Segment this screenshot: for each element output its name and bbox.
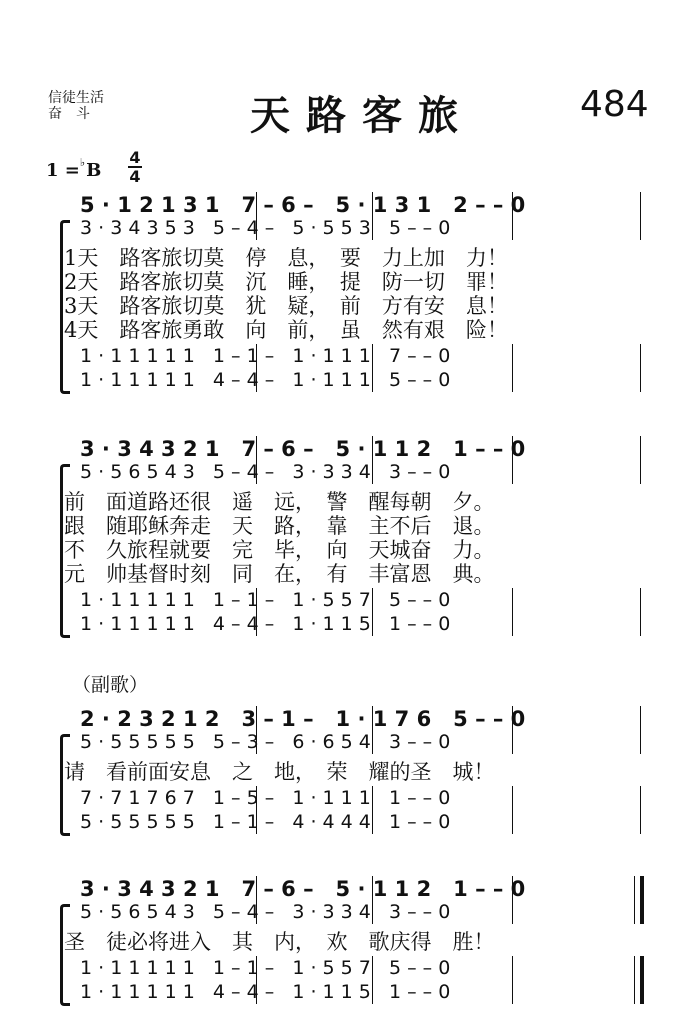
system-bracket [60, 734, 70, 836]
system-bracket [60, 464, 70, 638]
barline [256, 956, 257, 1004]
barline [372, 706, 373, 754]
lower-staff-line [80, 344, 650, 368]
barline [256, 344, 257, 392]
notes: 7 · 7 1 7 6 7 1 – 5 – 1 · 1 1 1 1 – – 0 [80, 787, 451, 809]
time-bottom: 4 [129, 167, 141, 186]
notes: 1 · 1 1 1 1 1 1 – 1 – 1 · 5 5 7 5 – – 0 [80, 957, 451, 979]
notes: 5 · 5 6 5 4 3 5 – 4 – 3 · 3 3 4 3 – – 0 [80, 901, 451, 923]
category-label [48, 90, 104, 122]
lower-staff-line [80, 588, 650, 612]
barline [372, 786, 373, 834]
hymn-number: 484 [580, 84, 649, 125]
upper-staff-line [80, 730, 650, 754]
lyric-verse-line: 请 看前面安息 之 地， 荣 耀的圣 城！ [64, 760, 495, 784]
key-signature [46, 156, 102, 181]
barline [512, 956, 513, 1004]
notes: 1 · 1 1 1 1 1 4 – 4 – 1 · 1 1 1 5 – – 0 [80, 369, 451, 391]
lower-staff-line [80, 810, 650, 834]
barline [640, 344, 641, 392]
lyric-verse-line: 3天 路客旅切莫 犹 疑， 前 方有安 息！ [64, 294, 508, 318]
barline [256, 876, 257, 924]
upper-staff-line [80, 460, 650, 484]
barline [512, 706, 513, 754]
notes: 1 · 1 1 1 1 1 1 – 1 – 1 · 5 5 7 5 – – 0 [80, 589, 451, 611]
barline [372, 956, 373, 1004]
barline [512, 344, 513, 392]
barline [256, 786, 257, 834]
upper-staff-line [80, 876, 650, 900]
lyric-verse-line: 1天 路客旅切莫 停 息， 要 力上加 力！ [64, 246, 508, 270]
lower-staff-line [80, 612, 650, 636]
notes: 1 · 1 1 1 1 1 1 – 1 – 1 · 1 1 1 7 – – 0 [80, 345, 451, 367]
barline [640, 588, 641, 636]
notes: 1 · 1 1 1 1 1 4 – 4 – 1 · 1 1 5 1 – – 0 [80, 613, 451, 635]
barline [512, 876, 513, 924]
lower-staff-line [80, 980, 650, 1004]
chorus-label: （副歌） [72, 674, 149, 696]
barline [512, 786, 513, 834]
category-line1: 信徒生活 [48, 90, 104, 106]
upper-staff-line [80, 900, 650, 924]
lyric-verse-line: 元 帅基督时刻 同 在， 有 丰富恩 典。 [64, 562, 495, 586]
lyric-verse-line: 跟 随耶稣奔走 天 路， 靠 主不后 退。 [64, 514, 495, 538]
barline [512, 192, 513, 240]
barline [256, 706, 257, 754]
system-bracket [60, 904, 70, 1006]
category-line2: 奋 斗 [48, 106, 90, 122]
final-barline-thick [640, 956, 644, 1004]
hymn-title: 天路客旅 [250, 92, 474, 139]
barline [256, 588, 257, 636]
barline [256, 436, 257, 484]
barline [512, 436, 513, 484]
lyric-verse-line: 不 久旅程就要 完 毕， 向 天城奋 力。 [64, 538, 495, 562]
notes: 5 · 1 2 1 3 1 7 – 6 – 5 · 1 3 1 2 – – 0 [80, 193, 526, 217]
notes: 2 · 2 3 2 1 2 3 – 1 – 1 · 1 7 6 5 – – 0 [80, 707, 526, 731]
lyric-verse-line: 4天 路客旅勇敢 向 前， 虽 然有艰 险！ [64, 318, 508, 342]
lyric-verse-line: 前 面道路还很 遥 远， 警 醒每朝 夕。 [64, 490, 495, 514]
notes: 3 · 3 4 3 5 3 5 – 4 – 5 · 5 5 3 5 – – 0 [80, 217, 451, 239]
barline [512, 588, 513, 636]
barline [372, 344, 373, 392]
notes: 5 · 5 5 5 5 5 1 – 1 – 4 · 4 4 4 1 – – 0 [80, 811, 451, 833]
key-prefix: 1 = [46, 160, 80, 181]
barline [256, 192, 257, 240]
upper-staff-line [80, 706, 650, 730]
final-barline-thin [634, 876, 635, 924]
upper-staff-line [80, 216, 650, 240]
final-barline-thick [640, 876, 644, 924]
system-bracket [60, 220, 70, 394]
barline [372, 876, 373, 924]
lower-staff-line [80, 956, 650, 980]
upper-staff-line [80, 436, 650, 460]
lower-staff-line [80, 786, 650, 810]
notes: 5 · 5 5 5 5 5 5 – 3 – 6 · 6 5 4 3 – – 0 [80, 731, 451, 753]
notes: 3 · 3 4 3 2 1 7 – 6 – 5 · 1 1 2 1 – – 0 [80, 877, 526, 901]
lyric-verse-line: 2天 路客旅切莫 沉 睡， 提 防一切 罪！ [64, 270, 508, 294]
barline [372, 436, 373, 484]
barline [372, 588, 373, 636]
time-signature [128, 150, 142, 185]
lower-staff-line [80, 368, 650, 392]
upper-staff-line [80, 192, 650, 216]
barline [372, 192, 373, 240]
notes: 1 · 1 1 1 1 1 4 – 4 – 1 · 1 1 5 1 – – 0 [80, 981, 451, 1003]
notes: 5 · 5 6 5 4 3 5 – 4 – 3 · 3 3 4 3 – – 0 [80, 461, 451, 483]
barline [640, 436, 641, 484]
key-note: B [86, 160, 102, 181]
barline [640, 786, 641, 834]
barline [640, 192, 641, 240]
flat-sign: ♭ [79, 156, 86, 169]
lyric-verse-line: 圣 徒必将进入 其 内， 欢 歌庆得 胜！ [64, 930, 495, 954]
time-top: 4 [129, 148, 141, 167]
final-barline-thin [634, 956, 635, 1004]
notes: 3 · 3 4 3 2 1 7 – 6 – 5 · 1 1 2 1 – – 0 [80, 437, 526, 461]
barline [640, 706, 641, 754]
